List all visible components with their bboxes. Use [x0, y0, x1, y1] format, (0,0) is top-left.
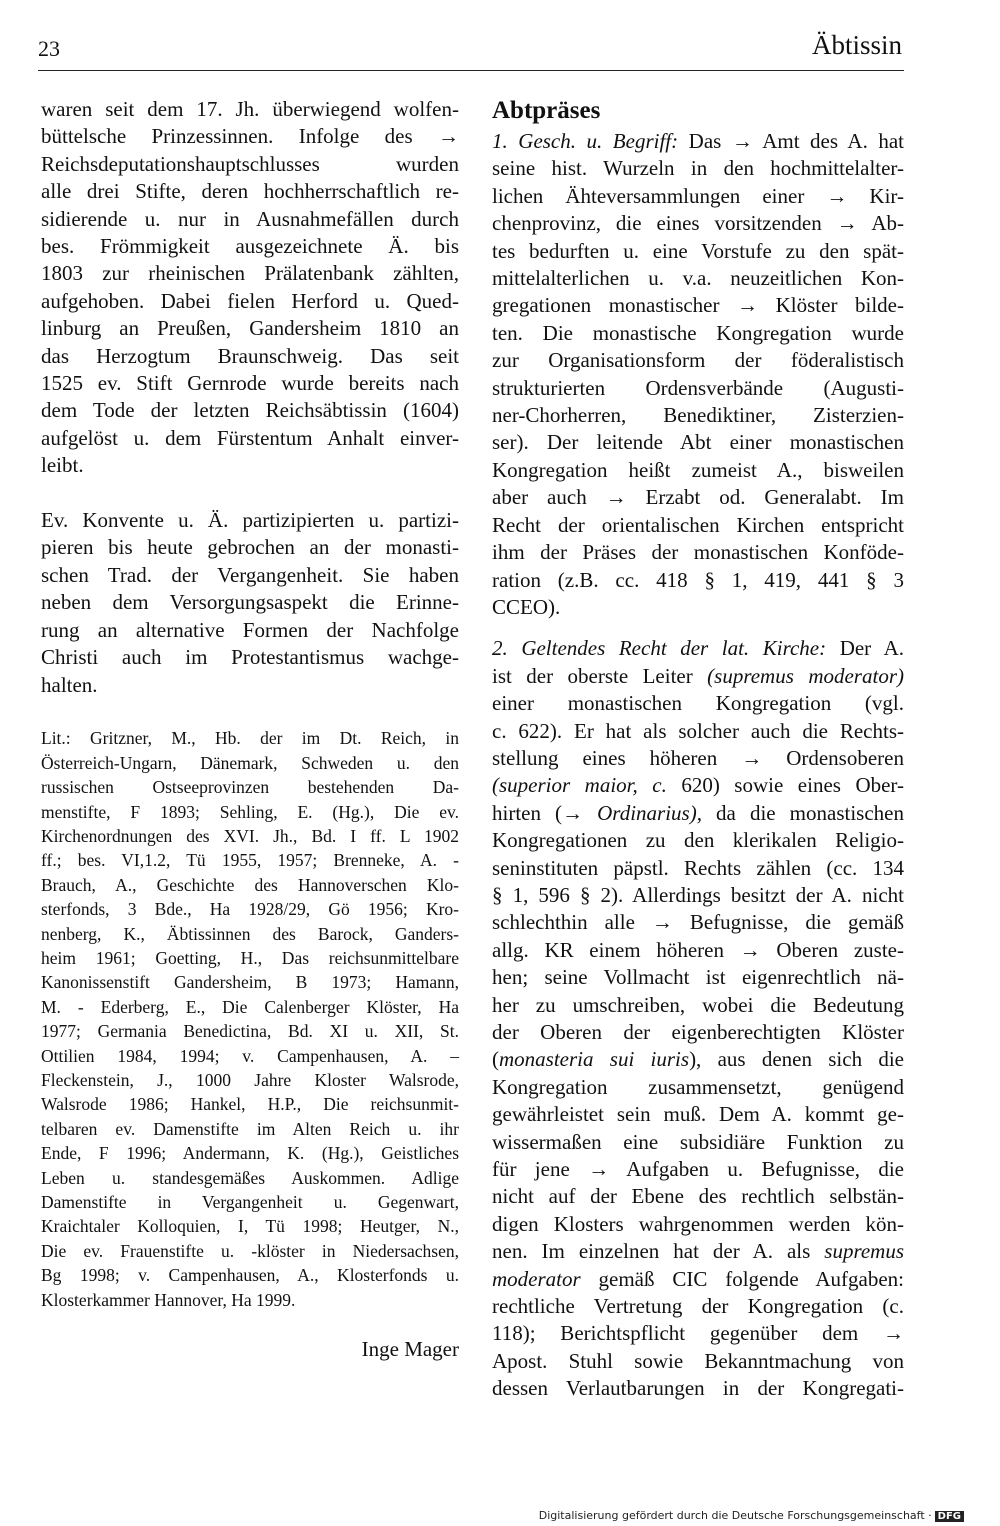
text-line: seine hist. Wurzeln in den hochmittelalter- — [492, 156, 904, 181]
header-rule — [38, 70, 904, 71]
literature-line: 1977; Germania Benedictina, Bd. XI u. XII, St. — [41, 1021, 459, 1042]
text-line: stellung eines höheren → Ordensoberen — [492, 745, 904, 770]
text-line: hen; seine Vollmacht ist eigenrechtlich nä- — [492, 965, 904, 990]
text-line: alle drei Stifte, deren hochherrschaftlich re- — [41, 179, 459, 204]
literature-line: Kraichtaler Kolloquien, I, Tü 1998; Heutger, N., — [41, 1216, 459, 1237]
text-line: nen. Im einzelnen hat der A. als supremus — [492, 1239, 904, 1264]
literature-line: sterfonds, 3 Bde., Ha 1928/29, Gö 1956; Kro- — [41, 899, 459, 920]
article-heading: Abtpräses — [492, 97, 601, 124]
literature-line: Klosterkammer Hannover, Ha 1999. — [41, 1289, 296, 1310]
literature-line: Kirchenordnungen des XVI. Jh., Bd. I ff. L 1902 — [41, 825, 459, 846]
text-line: neben dem Versorgungsaspekt die Erinne- — [41, 590, 459, 615]
literature-line: nenberg, K., Äbtissinnen des Barock, Ganders- — [41, 923, 459, 944]
text-line: pieren bis heute gebrochen an der monasti- — [41, 535, 459, 560]
text-line: waren seit dem 17. Jh. überwiegend wolfen- — [41, 97, 459, 121]
text-line: (monasteria sui iuris), aus denen sich die — [492, 1047, 904, 1072]
literature-list — [41, 726, 459, 1312]
text-line: hirten (→ Ordinarius), da die monastischen — [492, 800, 904, 825]
text-line: aufgehoben. Dabei fielen Herford u. Qued- — [41, 288, 459, 313]
text-line: ration (z.B. cc. 418 § 1, 419, 441 § 3 — [492, 567, 904, 592]
text-line: dessen Verlautbarungen in der Kongregati- — [492, 1376, 904, 1401]
text-line: zur Organisationsform der föderalistisch — [492, 348, 904, 373]
text-line: lichen Ähteversammlungen einer → Kir- — [492, 183, 904, 208]
left-column — [41, 96, 459, 1363]
literature-line: M. - Ederberg, E., Die Calenberger Klöster, Ha — [41, 996, 459, 1017]
literature-line: Leben u. standesgemäßes Auskommen. Adlige — [41, 1167, 459, 1188]
text-line: gregationen monastischer → Klöster bilde- — [492, 293, 904, 318]
text-line: das Herzogtum Braunschweig. Das seit — [41, 343, 459, 368]
text-line: ist der oberste Leiter (supremus moderator) — [492, 663, 904, 688]
text-line: wissermaßen eine subsidiäre Funktion zu — [492, 1129, 904, 1154]
section-1-body — [492, 155, 904, 621]
text-line: schlechthin alle → Befugnisse, die gemäß — [492, 910, 904, 935]
text-line: 118); Berichtspflicht gegenüber dem → — [492, 1321, 904, 1346]
text-line: sidierende u. nur in Ausnahmefällen durch — [41, 206, 459, 231]
text-line: leibt. — [41, 453, 84, 478]
literature-line: heim 1961; Goetting, H., Das reichsunmittelbare — [41, 947, 459, 968]
section-2-end — [492, 1293, 904, 1403]
section-2-tail — [492, 1074, 904, 1238]
running-title: Äbtissin — [811, 30, 902, 60]
paragraph-1 — [41, 96, 459, 480]
text-line: Christi auch im Protestantismus wachge- — [41, 645, 459, 670]
text-line: für jene → Aufgaben u. Befugnisse, die — [492, 1157, 904, 1182]
section-1-first-line: 1. Gesch. u. Begriff: Das → Amt des A. hat — [492, 129, 905, 153]
text-line: allg. KR einem höheren → Oberen zuste- — [492, 937, 904, 962]
author-signature: Inge Mager — [361, 1337, 459, 1362]
text-line: seninstituten päpstl. Rechts zählen (cc. 134 — [492, 855, 904, 880]
text-line: linburg an Preußen, Gandersheim 1810 an — [41, 316, 459, 341]
literature-line: ff.; bes. VI,1.2, Tü 1955, 1957; Brenneke, A. - — [41, 850, 459, 871]
literature-line: Österreich-Ungarn, Dänemark, Schweden u. den — [41, 752, 459, 773]
text-line: nicht auf der Ebene des rechtlich selbstän- — [492, 1184, 904, 1209]
literature-line: Lit.: Gritzner, M., Hb. der im Dt. Reich, in — [41, 728, 459, 749]
section-1-label: 1. Gesch. u. Begriff: — [492, 129, 679, 153]
paragraph-2 — [41, 507, 459, 699]
text-line: halten. — [41, 672, 98, 697]
text-line: einer monastischen Kongregation (vgl. — [492, 691, 904, 716]
dfg-logo: DFG — [935, 1511, 964, 1522]
text-line: 1525 ev. Stift Gernrode wurde bereits nach — [41, 371, 459, 396]
text-line: Ev. Konvente u. Ä. partizipierten u. partizi- — [41, 508, 459, 533]
page-number: 23 — [38, 36, 60, 61]
text-line: Kongregation zusammensetzt, genügend — [492, 1074, 904, 1099]
right-column — [492, 96, 904, 1403]
text-line: rechtliche Vertretung der Kongregation (c. — [492, 1294, 904, 1319]
text-line: aber auch → Erzabt od. Generalabt. Im — [492, 485, 904, 510]
text-line: ihm der Präses der monastischen Konföde- — [492, 540, 904, 565]
text-line: Kongregation heißt zumeist A., bisweilen — [492, 457, 904, 482]
literature-line: Ende, F 1996; Andermann, K. (Hg.), Geistliches — [41, 1143, 459, 1164]
text-line: digen Klosters wahrgenommen werden kön- — [492, 1211, 904, 1236]
literature-line: Brauch, A., Geschichte des Hannoverschen Klo- — [41, 874, 459, 895]
digitization-footer: Digitalisierung gefördert durch die Deutsche Forschungsgemeinschaft · DFG — [539, 1509, 964, 1522]
text-line: bes. Frömmigkeit ausgezeichnete Ä. bis — [41, 234, 459, 259]
text-line: CCEO). — [492, 594, 561, 619]
text-line: chenprovinz, die eines vorsitzenden → Ab- — [492, 211, 904, 236]
text-line: Reichsdeputationshauptschlusses wurden — [41, 151, 459, 176]
text-line: her zu umschreiben, wobei die Bedeutung — [492, 992, 904, 1017]
literature-line: Damenstifte in Vergangenheit u. Gegenwart, — [41, 1192, 459, 1213]
text-line: 1803 zur rheinischen Prälatenbank zählten, — [41, 261, 459, 286]
text-line: schen Trad. der Vergangenheit. Sie haben — [41, 562, 459, 587]
text-line: strukturierten Ordensverbände (Augusti- — [492, 375, 904, 400]
text-line: aufgelöst u. dem Fürstentum Anhalt einver- — [41, 425, 459, 450]
literature-line: russischen Ostseeprovinzen bestehenden Da- — [41, 777, 459, 798]
literature-line: menstifte, F 1893; Sehling, E. (Hg.), Die ev. — [41, 801, 459, 822]
section-2-first-line: 2. Geltendes Recht der lat. Kirche: Der A. — [492, 636, 904, 661]
literature-line: Die ev. Frauenstifte u. -klöster in Niedersachsen, — [41, 1240, 459, 1261]
text-line: (superior maior, c. 620) sowie eines Ober- — [492, 773, 904, 798]
text-line: Apost. Stuhl sowie Bekanntmachung von — [492, 1348, 904, 1373]
literature-line: Kanonissenstift Gandersheim, B 1973; Hamann, — [41, 972, 459, 993]
section-2-mid — [492, 827, 904, 1046]
section-2-label: 2. Geltendes Recht der lat. Kirche: — [492, 636, 827, 661]
text-line: büttelsche Prinzessinnen. Infolge des → — [41, 124, 459, 149]
literature-line: telbaren ev. Damenstifte im Alten Reich u. ihr — [41, 1118, 459, 1139]
text-line: gewährleistet sein muß. Dem A. kommt ge- — [492, 1102, 904, 1127]
literature-line: Bg 1998; v. Campenhausen, A., Klosterfonds u. — [41, 1265, 459, 1286]
literature-line: Walsrode 1986; Hankel, H.P., Die reichsunmit- — [41, 1094, 459, 1115]
text-line: ser). Der leitende Abt einer monastischen — [492, 430, 904, 455]
text-line: tes bedurften u. eine Vorstufe zu den spät- — [492, 238, 904, 263]
text-line: c. 622). Er hat als solcher auch die Rechts- — [492, 718, 904, 743]
text-line: mittelalterlichen u. v.a. neuzeitlichen Kon- — [492, 266, 904, 291]
text-line: rung an alternative Formen der Nachfolge — [41, 617, 459, 642]
text-line: ten. Die monastische Kongregation wurde — [492, 320, 904, 345]
text-line: Kongregationen zu den klerikalen Religio- — [492, 828, 904, 853]
text-line: moderator gemäß CIC folgende Aufgaben: — [492, 1266, 904, 1291]
text-line: ner-Chorherren, Benediktiner, Zisterzien- — [492, 403, 904, 428]
literature-line: Ottilien 1984, 1994; v. Campenhausen, A. – — [41, 1045, 459, 1066]
text-line: § 1, 596 § 2). Allerdings besitzt der A. nicht — [492, 882, 904, 907]
text-line: dem Tode der letzten Reichsäbtissin (1604) — [41, 398, 459, 423]
text-line: der Oberen der eigenberechtigten Klöster — [492, 1020, 904, 1044]
literature-line: Fleckenstein, J., 1000 Jahre Kloster Walsrode, — [41, 1070, 459, 1090]
text-line: Recht der orientalischen Kirchen entspricht — [492, 512, 904, 537]
